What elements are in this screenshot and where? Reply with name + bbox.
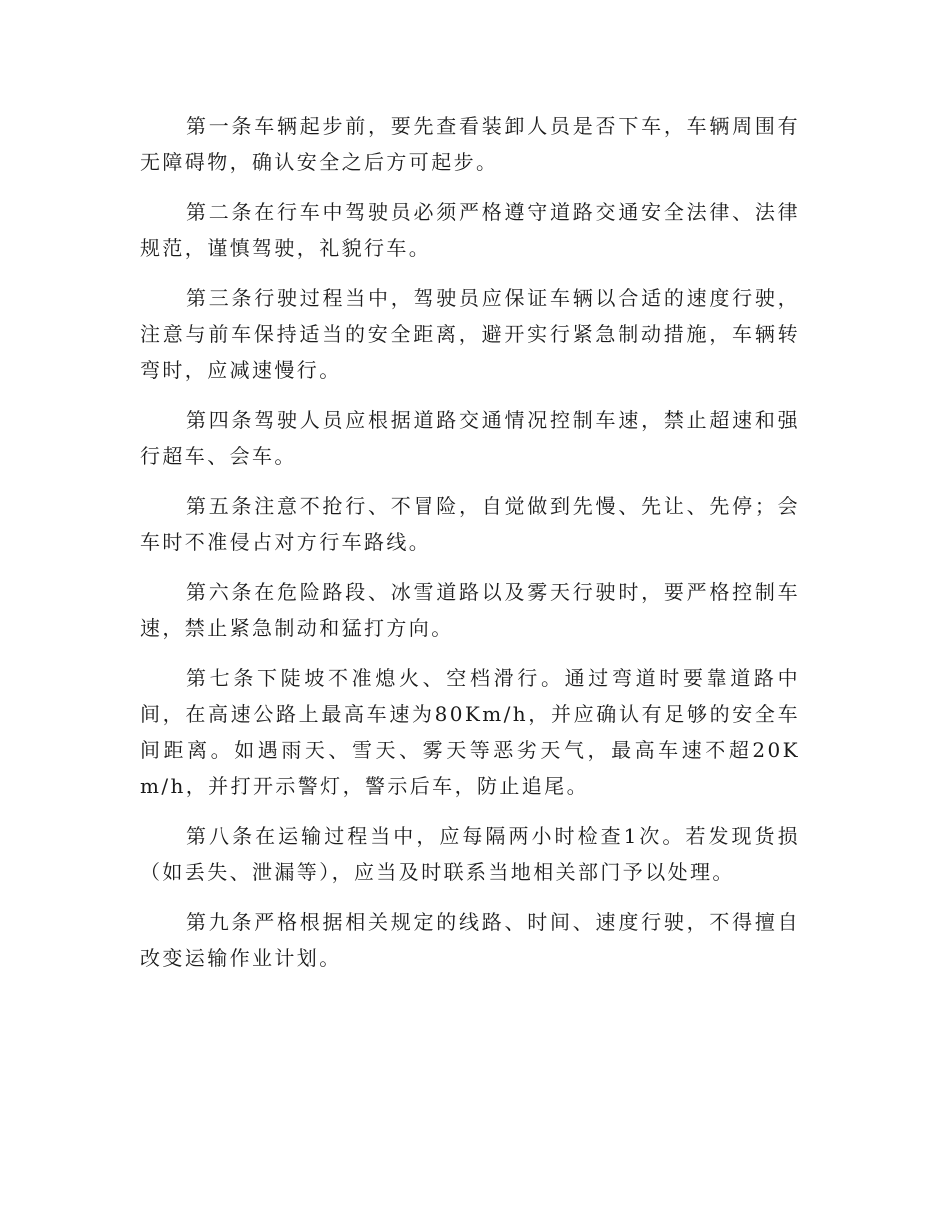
article-8-paragraph: 第八条在运输过程当中，应每隔两小时检查1次。若发现货损（如丢失、泄漏等），应当及时联系当地相关部门予以处理。 bbox=[140, 824, 800, 884]
article-4-paragraph: 第四条驾驶人员应根据道路交通情况控制车速，禁止超速和强行超车、会车。 bbox=[140, 408, 800, 468]
article-7-paragraph: 第七条下陡坡不准熄火、空档滑行。通过弯道时要靠道路中间，在高速公路上最高车速为80Km/h，并应确认有足够的安全车间距离。如遇雨天、雪天、雾天等恶劣天气，最高车速不超20Km/h，并打开示警灯，警示后车，防止追尾。 bbox=[140, 666, 800, 798]
article-3-paragraph: 第三条行驶过程当中，驾驶员应保证车辆以合适的速度行驶，注意与前车保持适当的安全距离，避开实行紧急制动措施，车辆转弯时，应减速慢行。 bbox=[140, 286, 800, 382]
article-5-paragraph: 第五条注意不抢行、不冒险，自觉做到先慢、先让、先停；会车时不准侵占对方行车路线。 bbox=[140, 494, 800, 554]
article-9-paragraph: 第九条严格根据相关规定的线路、时间、速度行驶，不得擅自改变运输作业计划。 bbox=[140, 910, 800, 970]
article-1-paragraph: 第一条车辆起步前，要先查看装卸人员是否下车，车辆周围有无障碍物，确认安全之后方可起步。 bbox=[140, 114, 800, 174]
article-6-paragraph: 第六条在危险路段、冰雪道路以及雾天行驶时，要严格控制车速，禁止紧急制动和猛打方向。 bbox=[140, 580, 800, 640]
article-2-paragraph: 第二条在行车中驾驶员必须严格遵守道路交通安全法律、法律规范，谨慎驾驶，礼貌行车。 bbox=[140, 200, 800, 260]
document-body bbox=[140, 108, 800, 990]
